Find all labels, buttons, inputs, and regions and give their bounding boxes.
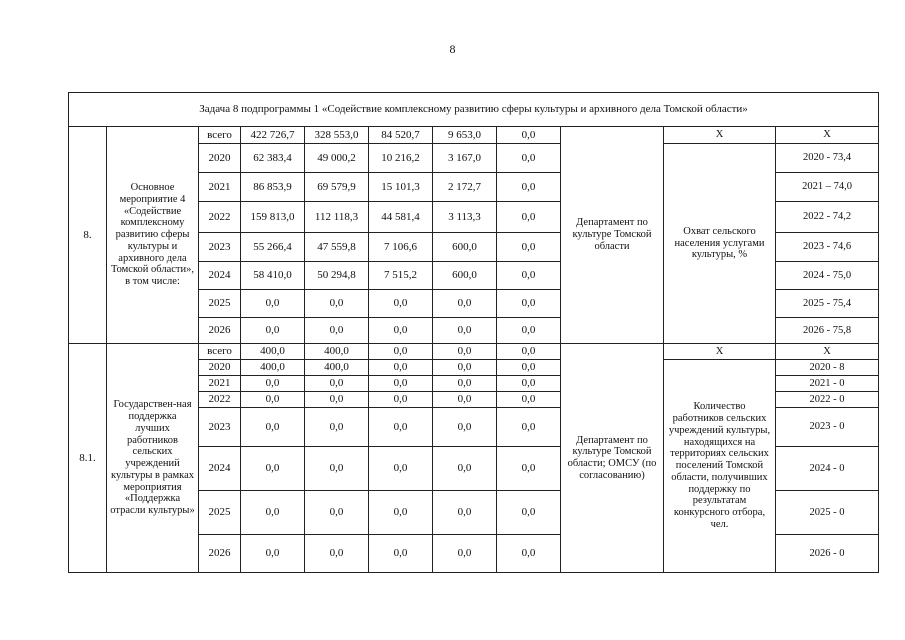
local-cell: 3 113,3 bbox=[433, 202, 497, 233]
total-cell: 0,0 bbox=[241, 290, 305, 318]
regional-cell: 7 106,6 bbox=[369, 233, 433, 262]
section-number: 8.1. bbox=[69, 344, 107, 573]
federal-cell: 328 553,0 bbox=[305, 127, 369, 144]
target-value-cell: 2023 - 74,6 bbox=[776, 233, 879, 262]
year-cell: 2024 bbox=[199, 262, 241, 290]
federal-cell: 0,0 bbox=[305, 376, 369, 392]
local-cell: 0,0 bbox=[433, 535, 497, 573]
target-value-cell: 2025 - 75,4 bbox=[776, 290, 879, 318]
target-value-cell: 2026 - 0 bbox=[776, 535, 879, 573]
indicator-unit-cell: Х bbox=[664, 344, 776, 360]
year-cell: 2020 bbox=[199, 360, 241, 376]
local-cell: 0,0 bbox=[433, 290, 497, 318]
total-cell: 159 813,0 bbox=[241, 202, 305, 233]
extrabudget-cell: 0,0 bbox=[497, 233, 561, 262]
extrabudget-cell: 0,0 bbox=[497, 127, 561, 144]
year-cell: всего bbox=[199, 344, 241, 360]
year-cell: 2026 bbox=[199, 318, 241, 344]
target-value-cell: 2022 - 74,2 bbox=[776, 202, 879, 233]
total-cell: 62 383,4 bbox=[241, 144, 305, 173]
local-cell: 0,0 bbox=[433, 376, 497, 392]
extrabudget-cell: 0,0 bbox=[497, 408, 561, 447]
local-cell: 600,0 bbox=[433, 262, 497, 290]
section-description: Основное мероприятие 4 «Содействие комплексному развитию сферы культуры и архивного дела Томской области», в том числе: bbox=[107, 127, 199, 344]
total-cell: 58 410,0 bbox=[241, 262, 305, 290]
target-value-cell: 2021 - 0 bbox=[776, 376, 879, 392]
extrabudget-cell: 0,0 bbox=[497, 144, 561, 173]
federal-cell: 47 559,8 bbox=[305, 233, 369, 262]
regional-cell: 0,0 bbox=[369, 491, 433, 535]
local-cell: 0,0 bbox=[433, 344, 497, 360]
federal-cell: 400,0 bbox=[305, 344, 369, 360]
federal-cell: 0,0 bbox=[305, 408, 369, 447]
extrabudget-cell: 0,0 bbox=[497, 344, 561, 360]
federal-cell: 0,0 bbox=[305, 491, 369, 535]
section-number: 8. bbox=[69, 127, 107, 344]
year-cell: 2022 bbox=[199, 202, 241, 233]
year-cell: 2025 bbox=[199, 491, 241, 535]
table-row bbox=[69, 344, 879, 360]
target-value-cell: 2026 - 75,8 bbox=[776, 318, 879, 344]
extrabudget-cell: 0,0 bbox=[497, 535, 561, 573]
total-cell: 422 726,7 bbox=[241, 127, 305, 144]
regional-cell: 0,0 bbox=[369, 290, 433, 318]
regional-cell: 44 581,4 bbox=[369, 202, 433, 233]
regional-cell: 0,0 bbox=[369, 318, 433, 344]
federal-cell: 400,0 bbox=[305, 360, 369, 376]
regional-cell: 0,0 bbox=[369, 360, 433, 376]
target-value-cell: Х bbox=[776, 344, 879, 360]
local-cell: 600,0 bbox=[433, 233, 497, 262]
regional-cell: 15 101,3 bbox=[369, 173, 433, 202]
regional-cell: 7 515,2 bbox=[369, 262, 433, 290]
extrabudget-cell: 0,0 bbox=[497, 173, 561, 202]
target-value-cell: 2022 - 0 bbox=[776, 392, 879, 408]
year-cell: 2021 bbox=[199, 173, 241, 202]
year-cell: 2023 bbox=[199, 408, 241, 447]
federal-cell: 0,0 bbox=[305, 318, 369, 344]
extrabudget-cell: 0,0 bbox=[497, 360, 561, 376]
task-header-row bbox=[69, 93, 879, 127]
local-cell: 2 172,7 bbox=[433, 173, 497, 202]
total-cell: 0,0 bbox=[241, 491, 305, 535]
target-value-cell: 2020 - 73,4 bbox=[776, 144, 879, 173]
total-cell: 0,0 bbox=[241, 408, 305, 447]
executor-cell: Департамент по культуре Томской области; ОМСУ (по согласованию) bbox=[561, 344, 664, 573]
local-cell: 0,0 bbox=[433, 491, 497, 535]
year-cell: 2024 bbox=[199, 447, 241, 491]
indicator-cell: Охват сельского населения услугами культуры, % bbox=[664, 144, 776, 344]
local-cell: 0,0 bbox=[433, 360, 497, 376]
local-cell: 0,0 bbox=[433, 392, 497, 408]
local-cell: 0,0 bbox=[433, 318, 497, 344]
task-header: Задача 8 подпрограммы 1 «Содействие комплексному развитию сферы культуры и архивного дела Томской области» bbox=[69, 93, 879, 127]
federal-cell: 0,0 bbox=[305, 447, 369, 491]
federal-cell: 0,0 bbox=[305, 535, 369, 573]
regional-cell: 0,0 bbox=[369, 392, 433, 408]
indicator-unit-cell: Х bbox=[664, 127, 776, 144]
indicator-cell: Количество работников сельских учреждений культуры, находящихся на территориях сельских поселений Томской области, получивших поддержку по результатам конкурсного отбора, чел. bbox=[664, 360, 776, 573]
regional-cell: 0,0 bbox=[369, 535, 433, 573]
year-cell: 2022 bbox=[199, 392, 241, 408]
extrabudget-cell: 0,0 bbox=[497, 447, 561, 491]
federal-cell: 0,0 bbox=[305, 392, 369, 408]
extrabudget-cell: 0,0 bbox=[497, 262, 561, 290]
total-cell: 86 853,9 bbox=[241, 173, 305, 202]
extrabudget-cell: 0,0 bbox=[497, 392, 561, 408]
federal-cell: 0,0 bbox=[305, 290, 369, 318]
regional-cell: 0,0 bbox=[369, 376, 433, 392]
federal-cell: 112 118,3 bbox=[305, 202, 369, 233]
total-cell: 0,0 bbox=[241, 447, 305, 491]
federal-cell: 69 579,9 bbox=[305, 173, 369, 202]
year-cell: всего bbox=[199, 127, 241, 144]
page-number: 8 bbox=[449, 42, 456, 56]
target-value-cell: 2023 - 0 bbox=[776, 408, 879, 447]
total-cell: 0,0 bbox=[241, 318, 305, 344]
target-value-cell: 2021 – 74,0 bbox=[776, 173, 879, 202]
federal-cell: 49 000,2 bbox=[305, 144, 369, 173]
regional-cell: 0,0 bbox=[369, 408, 433, 447]
target-value-cell: 2025 - 0 bbox=[776, 491, 879, 535]
year-cell: 2021 bbox=[199, 376, 241, 392]
target-value-cell: 2020 - 8 bbox=[776, 360, 879, 376]
extrabudget-cell: 0,0 bbox=[497, 202, 561, 233]
year-cell: 2025 bbox=[199, 290, 241, 318]
extrabudget-cell: 0,0 bbox=[497, 376, 561, 392]
total-cell: 55 266,4 bbox=[241, 233, 305, 262]
regional-cell: 84 520,7 bbox=[369, 127, 433, 144]
extrabudget-cell: 0,0 bbox=[497, 318, 561, 344]
regional-cell: 0,0 bbox=[369, 344, 433, 360]
extrabudget-cell: 0,0 bbox=[497, 290, 561, 318]
target-value-cell: 2024 - 0 bbox=[776, 447, 879, 491]
extrabudget-cell: 0,0 bbox=[497, 491, 561, 535]
local-cell: 0,0 bbox=[433, 447, 497, 491]
total-cell: 400,0 bbox=[241, 344, 305, 360]
local-cell: 0,0 bbox=[433, 408, 497, 447]
target-value-cell: Х bbox=[776, 127, 879, 144]
total-cell: 400,0 bbox=[241, 360, 305, 376]
program-table bbox=[68, 92, 879, 573]
table-row bbox=[69, 127, 879, 144]
year-cell: 2026 bbox=[199, 535, 241, 573]
total-cell: 0,0 bbox=[241, 392, 305, 408]
year-cell: 2020 bbox=[199, 144, 241, 173]
federal-cell: 50 294,8 bbox=[305, 262, 369, 290]
total-cell: 0,0 bbox=[241, 535, 305, 573]
regional-cell: 0,0 bbox=[369, 447, 433, 491]
local-cell: 3 167,0 bbox=[433, 144, 497, 173]
target-value-cell: 2024 - 75,0 bbox=[776, 262, 879, 290]
local-cell: 9 653,0 bbox=[433, 127, 497, 144]
year-cell: 2023 bbox=[199, 233, 241, 262]
executor-cell: Департамент по культуре Томской области bbox=[561, 127, 664, 344]
section-description: Государствен-ная поддержка лучших работников сельских учреждений культуры в рамках мероприятия «Поддержка отрасли культуры» bbox=[107, 344, 199, 573]
total-cell: 0,0 bbox=[241, 376, 305, 392]
regional-cell: 10 216,2 bbox=[369, 144, 433, 173]
